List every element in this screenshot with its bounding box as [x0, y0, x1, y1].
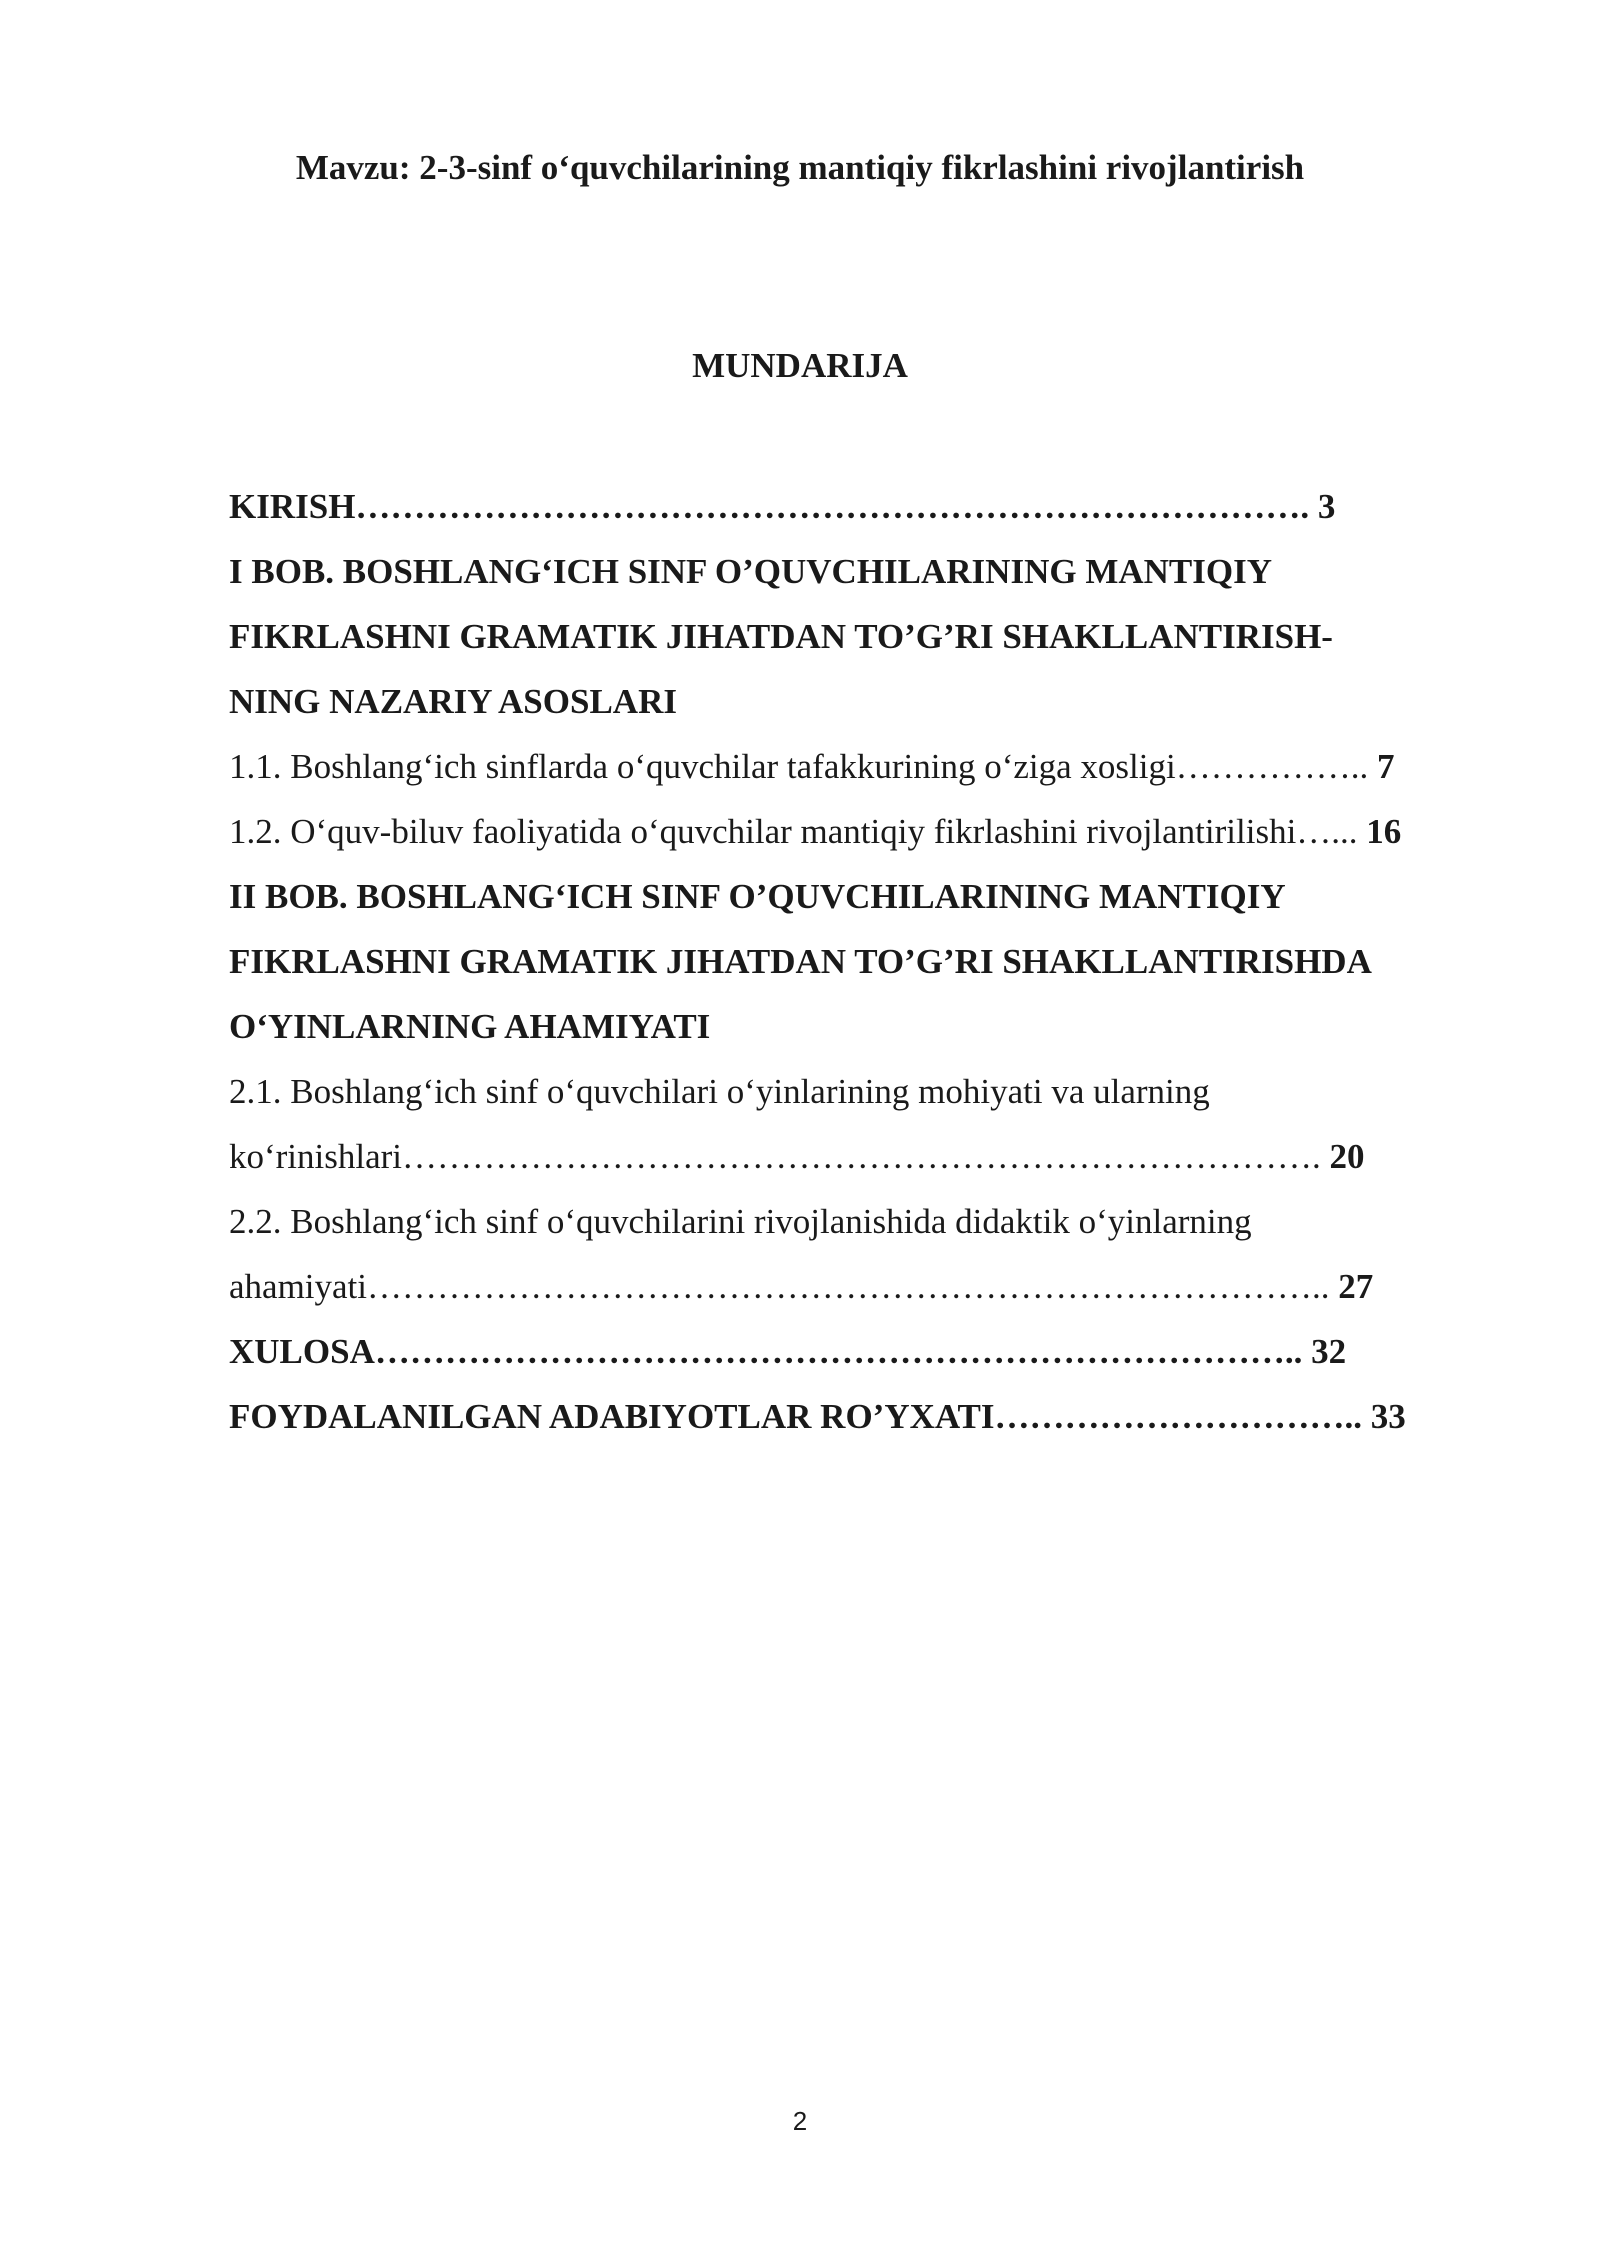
- page-number: 2: [792, 2106, 808, 2136]
- toc-entry-text: 2.2. Boshlang‘ich sinf o‘quvchilarini rivojlanishida didaktik o‘yinlarning: [229, 1202, 1252, 1241]
- toc-entry: [229, 929, 1501, 994]
- topic-title: Mavzu: 2-3-sinf o‘quvchilarining mantiqiy fikrlashini rivojlantirish: [295, 148, 1305, 187]
- toc-entry-page: 20: [1329, 1137, 1365, 1176]
- toc-entry: [229, 669, 1501, 734]
- toc-entry-text: NING NAZARIY ASOSLARI: [229, 682, 677, 721]
- toc-entry-text: FIKRLASHNI GRAMATIK JIHATDAN TO’G’RI SHAKLLANTIRISHDA: [229, 942, 1372, 981]
- toc-entry: [229, 799, 1501, 864]
- toc-entry: [229, 1254, 1501, 1319]
- toc-entry: [229, 1189, 1501, 1254]
- toc-entry: [229, 1319, 1501, 1384]
- toc-entry-text: FIKRLASHNI GRAMATIK JIHATDAN TO’G’RI SHAKLLANTIRISH-: [229, 617, 1333, 656]
- toc-entry-text: ahamiyati………………………………………………………………………..: [229, 1267, 1339, 1306]
- toc-entry: [229, 1124, 1501, 1189]
- toc-entry: [229, 474, 1501, 539]
- toc-entry: [229, 994, 1501, 1059]
- toc-entry: [229, 604, 1501, 669]
- toc-entry-page: 16: [1366, 812, 1402, 851]
- toc-entry-text: KIRISH………………………………………………………………………. 3: [229, 487, 1336, 526]
- toc-entry: [229, 1059, 1501, 1124]
- toc-entry-text: ko‘rinishlari…………………………………………………………………….: [229, 1137, 1330, 1176]
- toc-entry: [229, 864, 1501, 929]
- toc-entry-text: 2.1. Boshlang‘ich sinf o‘quvchilari o‘yinlarining mohiyati va ularning: [229, 1072, 1210, 1111]
- toc-entry: [229, 734, 1501, 799]
- toc-heading: MUNDARIJA: [692, 346, 908, 385]
- table-of-contents: [229, 474, 1501, 1449]
- toc-entry-text: XULOSA…………………………………………………………………….. 32: [229, 1332, 1347, 1371]
- toc-entry: [229, 1384, 1501, 1449]
- toc-entry: [229, 539, 1501, 604]
- toc-entry-text: 1.2. O‘quv-biluv faoliyatida o‘quvchilar mantiqiy fikrlashini rivojlantirilishi…...: [229, 812, 1367, 851]
- toc-entry-page: 27: [1338, 1267, 1374, 1306]
- toc-entry-text: O‘YINLARNING AHAMIYATI: [229, 1007, 711, 1046]
- toc-entry-text: 1.1. Boshlang‘ich sinflarda o‘quvchilar tafakkurining o‘ziga xosligi……………..: [229, 747, 1377, 786]
- toc-entry-text: I BOB. BOSHLANG‘ICH SINF O’QUVCHILARINING MANTIQIY: [229, 552, 1272, 591]
- toc-entry-page: 7: [1376, 747, 1395, 786]
- toc-entry-text: FOYDALANILGAN ADABIYOTLAR RO’YXATI………………………….. 33: [229, 1397, 1406, 1436]
- toc-entry-text: II BOB. BOSHLANG‘ICH SINF O’QUVCHILARINING MANTIQIY: [229, 877, 1286, 916]
